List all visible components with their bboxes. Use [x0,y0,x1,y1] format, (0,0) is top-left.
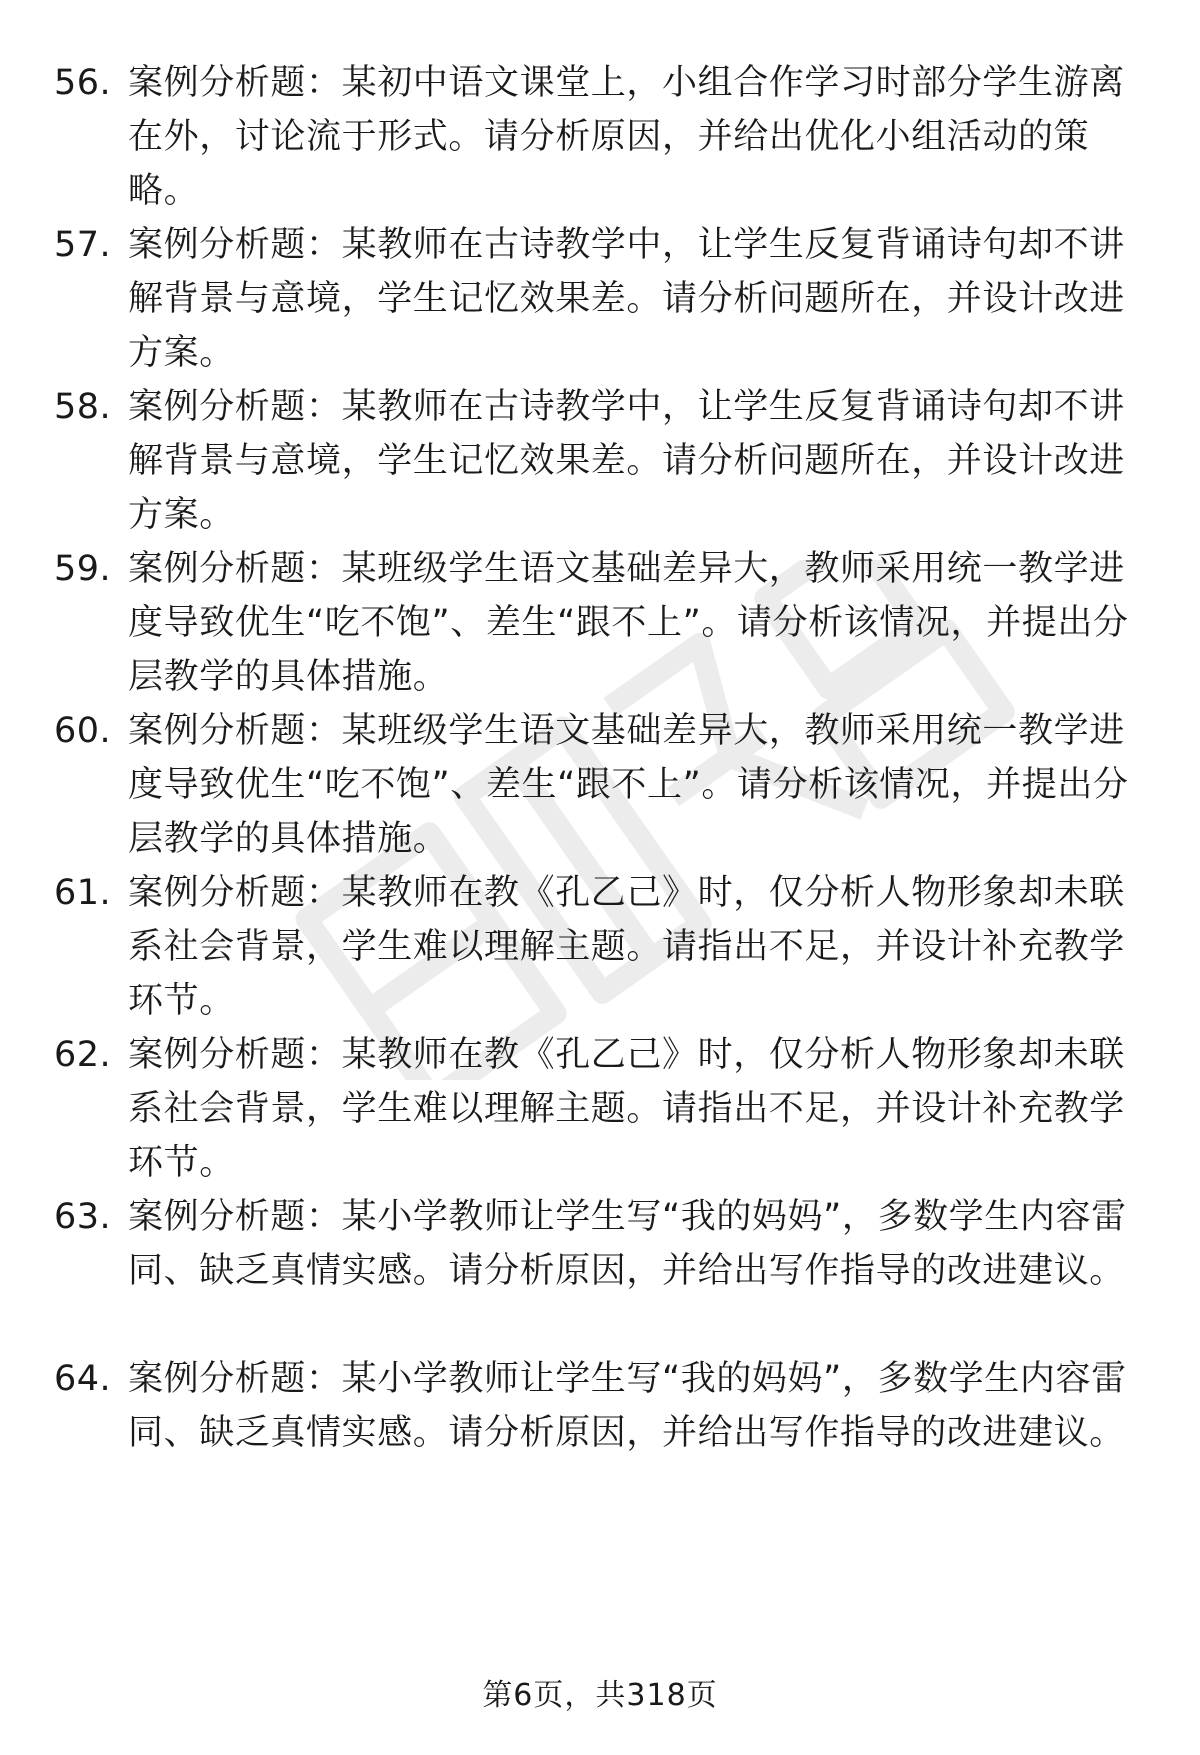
question-text: 案例分析题：某教师在教《孔乙己》时，仅分析人物形象却未联系社会背景，学生难以理解主题。请指出不足，并设计补充教学环节。 [128,873,1125,1021]
question-text: 案例分析题：某教师在教《孔乙己》时，仅分析人物形象却未联系社会背景，学生难以理解主题。请指出不足，并设计补充教学环节。 [128,1035,1125,1183]
question-number: 56. [54,63,112,103]
question-number: 62. [54,1035,112,1075]
question-number: 59. [54,549,112,589]
question-text: 案例分析题：某班级学生语文基础差异大，教师采用统一教学进度导致优生“吃不饱”、差生“跟不上”。请分析该情况，并提出分层教学的具体措施。 [128,711,1129,859]
question-number: 63. [54,1197,112,1237]
question-number: 60. [54,711,112,751]
question-text: 案例分析题：某教师在古诗教学中，让学生反复背诵诗句却不讲解背景与意境，学生记忆效果差。请分析问题所在，并设计改进方案。 [128,225,1125,373]
question-number: 61. [54,873,112,913]
question-number: 64. [54,1359,112,1399]
question-text: 案例分析题：某小学教师让学生写“我的妈妈”，多数学生内容雷同、缺乏真情实感。请分析原因，并给出写作指导的改进建议。 [128,1197,1127,1291]
question-text: 案例分析题：某班级学生语文基础差异大，教师采用统一教学进度导致优生“吃不饱”、差生“跟不上”。请分析该情况，并提出分层教学的具体措施。 [128,549,1129,697]
question-number: 58. [54,387,112,427]
question-text: 案例分析题：某初中语文课堂上，小组合作学习时部分学生游离在外，讨论流于形式。请分析原因，并给出优化小组活动的策略。 [128,63,1125,211]
question-number: 57. [54,225,112,265]
page-footer: 第6页，共318页 [482,1678,718,1713]
question-text: 案例分析题：某教师在古诗教学中，让学生反复背诵诗句却不讲解背景与意境，学生记忆效果差。请分析问题所在，并设计改进方案。 [128,387,1125,535]
question-text: 案例分析题：某小学教师让学生写“我的妈妈”，多数学生内容雷同、缺乏真情实感。请分析原因，并给出写作指导的改进建议。 [128,1359,1127,1453]
